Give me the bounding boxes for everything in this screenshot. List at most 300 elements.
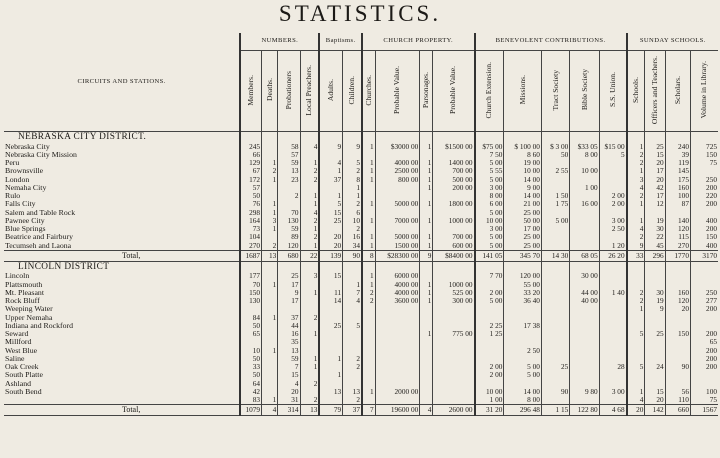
table-cell: 7 [343,289,362,297]
column-header [690,51,718,132]
table-cell [541,184,569,192]
table-cell: 28 [599,363,626,371]
column-header-label: Local Preachers. [304,64,314,116]
table-cell: 50 [541,151,569,159]
table-cell [362,184,375,192]
table-cell [343,261,362,272]
table-cell [375,330,420,338]
table-cell [262,132,278,143]
table-cell: $75 00 [475,143,504,151]
table-cell [262,272,278,280]
table-cell [665,209,690,217]
column-header-label: Tract Society [550,69,560,111]
circuit-name: Nebraska City [5,142,50,151]
table-cell: 1 [362,167,375,175]
table-cell [570,242,599,251]
table-cell [541,233,569,241]
table-cell: 17 38 [504,322,542,330]
table-cell: 100 [690,388,718,396]
table-row [4,380,718,388]
table-cell: 314 [278,405,300,416]
table-cell [627,338,645,346]
table-cell: 130 [278,217,300,225]
table-cell: 1 75 [541,200,569,208]
table-cell: 65 [240,330,261,338]
table-cell [343,132,362,143]
table-cell: 2 55 [541,167,569,175]
table-cell [599,297,626,305]
table-cell [541,261,569,272]
table-row [4,305,718,313]
table-cell: 17 00 [504,225,542,233]
table-cell [645,281,665,289]
table-cell [420,314,433,322]
table-cell [627,281,645,289]
table-row [4,200,718,208]
table-cell: $28300 00 [375,250,420,261]
table-cell [375,225,420,233]
column-header [599,51,626,132]
table-cell [570,132,599,143]
table-cell: 4 [343,297,362,305]
table-cell [433,363,475,371]
table-row [4,388,718,396]
table-cell: 1 [300,330,319,338]
table-cell [319,281,342,289]
table-cell: 5000 00 [375,233,420,241]
table-cell: 700 00 [433,167,475,175]
table-cell: 20 [627,405,645,416]
table-cell: 8 [343,176,362,184]
column-header-label: Adults. [326,78,336,101]
table-cell: 1 [627,305,645,313]
table-cell [319,330,342,338]
table-cell [362,355,375,363]
table-cell: 58 [278,143,300,151]
table-cell [570,355,599,363]
table-cell: 45 [645,242,665,251]
table-cell [262,305,278,313]
table-cell [504,314,542,322]
table-cell: 19600 00 [375,405,420,416]
table-cell [262,233,278,241]
table-cell [300,184,319,192]
table-cell: 3 00 [475,184,504,192]
table-cell [420,371,433,379]
table-cell: 20 [645,159,665,167]
column-header [362,51,375,132]
table-cell [690,322,718,330]
table-cell: $33 05 [570,143,599,151]
table-cell: 15 [319,272,342,280]
table-cell: 1 [627,217,645,225]
table-cell: 39 [665,151,690,159]
table-cell [420,355,433,363]
table-cell: 57 [278,151,300,159]
table-cell [475,380,504,388]
column-header [570,51,599,132]
table-cell [319,261,342,272]
table-cell: 1 [343,184,362,192]
table-cell: 160 [665,289,690,297]
table-cell: 1500 00 [375,242,420,251]
table-cell: 220 [690,192,718,200]
table-cell: 15 [278,371,300,379]
table-cell [690,371,718,379]
table-cell: 2 [343,355,362,363]
circuit-name: Peru [5,159,20,167]
table-cell [541,272,569,280]
table-cell [541,347,569,355]
district-header-row [4,132,718,143]
table-cell [278,200,300,208]
table-cell: 25 [319,322,342,330]
table-cell: 19 00 [504,159,542,167]
table-cell: 25 [645,330,665,338]
table-cell [599,176,626,184]
table-cell: $ 3 00 [541,143,569,151]
table-cell [690,132,718,143]
table-cell: 2500 00 [375,167,420,175]
table-cell [433,192,475,200]
table-cell: 1 [420,184,433,192]
table-cell: 3 [300,272,319,280]
circuit-name: Lincoln [5,272,30,281]
table-row [4,396,718,405]
column-group-header: CHURCH PROPERTY. [362,33,475,51]
table-cell: 2 00 [475,289,504,297]
table-cell [375,151,420,159]
table-cell: 59 [278,159,300,167]
table-cell [278,132,300,143]
table-cell [599,314,626,322]
table-cell: 150 [690,151,718,159]
table-cell [541,322,569,330]
table-cell: 50 [240,192,261,200]
column-header [541,51,569,132]
table-cell: 120 [665,297,690,305]
table-cell: 20 [319,233,342,241]
table-cell [570,314,599,322]
table-cell [475,305,504,313]
table-cell: 660 [665,405,690,416]
column-header [278,51,300,132]
table-cell [599,233,626,241]
table-cell [665,338,690,346]
circuit-name: Seward [5,330,29,338]
table-cell [362,151,375,159]
column-header [319,51,342,132]
column-header [300,51,319,132]
table-cell: 200 [690,363,718,371]
table-cell [262,363,278,371]
table-cell: 200 [690,200,718,208]
table-cell: 2 [300,217,319,225]
table-cell: 8 00 [475,192,504,200]
table-cell: 6 [343,209,362,217]
table-cell: 7 70 [475,272,504,280]
table-cell: 1 25 [475,330,504,338]
table-cell: 2 50 [599,225,626,233]
table-cell: 19 [645,297,665,305]
circuit-name: Ashland [5,379,31,388]
table-cell: 5 00 [475,176,504,184]
column-header-label: Volume in Library. [699,61,709,119]
table-cell [599,322,626,330]
table-row [4,289,718,297]
table-cell: 79 [319,405,342,416]
table-cell [343,380,362,388]
table-cell [504,132,542,143]
table-cell [570,176,599,184]
table-cell: 2 [343,363,362,371]
table-cell: 13 [343,388,362,396]
table-cell: 296 [645,250,665,261]
table-cell: 5 00 [541,217,569,225]
table-cell [433,314,475,322]
table-cell: 56 [665,388,690,396]
table-cell [690,314,718,322]
table-cell [599,209,626,217]
table-cell: 9 [278,289,300,297]
table-cell: 4 [300,209,319,217]
table-cell [319,363,342,371]
table-cell: 4 [627,225,645,233]
table-cell: 2 [362,297,375,305]
circuit-name: Rock Bluff [5,297,40,305]
table-cell: $15 00 [599,143,626,151]
table-cell: 175 [665,176,690,184]
table-cell [570,192,599,200]
circuit-name: Beatrice and Fairbury [5,233,73,242]
table-cell: 9 [420,250,433,261]
table-cell: 14 [319,297,342,305]
table-row [4,363,718,371]
table-cell [570,330,599,338]
table-cell: 1000 00 [433,281,475,289]
table-cell: 2 00 [475,363,504,371]
circuit-name: Salem and Table Rock [5,208,76,217]
table-cell: 2 [343,200,362,208]
table-cell: 10 00 [475,388,504,396]
table-cell: 725 [690,143,718,151]
table-cell [343,338,362,346]
table-cell: 1 [420,281,433,289]
table-cell: 5 00 [475,297,504,305]
column-header-label: Schools. [630,76,640,103]
table-cell [362,363,375,371]
circuit-name [4,396,240,405]
total-row [4,250,718,261]
table-cell [690,281,718,289]
table-cell [475,338,504,346]
table-cell: 1 20 [599,242,626,251]
table-cell: 90 [343,250,362,261]
table-cell [475,261,504,272]
table-cell [278,305,300,313]
table-cell: 2 [300,314,319,322]
table-cell: 4000 00 [375,289,420,297]
column-header-label: Deaths. [264,78,274,102]
table-cell: 4 68 [599,405,626,416]
table-cell: 57 [240,184,261,192]
table-cell [475,281,504,289]
table-cell [599,396,626,405]
table-cell: 68 05 [570,250,599,261]
table-cell [375,396,420,405]
table-cell [570,209,599,217]
table-cell: 270 [240,242,261,251]
table-cell: 30 [645,289,665,297]
table-cell [570,396,599,405]
table-cell: 8 [362,250,375,261]
table-cell: 130 [240,297,261,305]
table-cell: 67 [240,167,261,175]
table-cell: 164 [240,217,261,225]
table-cell: 1 15 [541,405,569,416]
table-cell: 1 [420,159,433,167]
column-header-label: Children. [347,75,357,105]
table-cell [375,380,420,388]
table-cell: 1 [362,242,375,251]
table-cell: 1 [300,159,319,167]
table-cell: 64 [240,380,261,388]
table-cell [541,289,569,297]
table-row [4,242,718,251]
table-row [4,297,718,305]
table-cell [262,261,278,272]
table-cell: 50 [240,355,261,363]
table-cell: 1 [420,143,433,151]
table-cell [541,355,569,363]
table-cell [262,388,278,396]
table-cell: 90 [665,363,690,371]
table-cell: 1 [343,281,362,289]
table-cell [570,347,599,355]
table-cell: 1 [420,330,433,338]
table-cell: 150 [690,233,718,241]
table-cell [541,209,569,217]
table-cell [541,297,569,305]
table-cell [541,176,569,184]
table-cell: 1 [319,167,342,175]
table-cell: 129 [240,159,261,167]
table-cell [433,151,475,159]
table-cell: 20 [278,388,300,396]
table-cell: 70 [278,209,300,217]
table-cell [627,261,645,272]
table-cell [504,305,542,313]
table-cell [375,314,420,322]
table-cell: 1 50 [541,192,569,200]
table-cell [375,363,420,371]
table-cell: 6000 00 [375,272,420,280]
table-cell: 1 [362,388,375,396]
table-cell: 2 50 [504,347,542,355]
table-cell: $1500 00 [433,143,475,151]
table-cell [362,314,375,322]
table-cell: 23 [278,176,300,184]
table-cell [362,330,375,338]
table-cell [665,261,690,272]
table-cell: 1 [262,314,278,322]
circuit-name: Mt. Pleasant [5,288,44,297]
table-cell: 172 [240,176,261,184]
table-cell: 141 05 [475,250,504,261]
table-cell: 2 [627,151,645,159]
table-cell: 9 [343,143,362,151]
table-cell: 90 [541,388,569,396]
table-cell [262,371,278,379]
circuit-name: Plattsmouth [5,280,43,289]
table-cell: 40 00 [570,297,599,305]
table-cell [475,314,504,322]
circuits-header: CIRCUITS AND STATIONS. [4,33,240,132]
table-cell [300,151,319,159]
table-cell: 22 [645,233,665,241]
district-title: LINCOLN DISTRICT [18,261,110,272]
table-cell [541,159,569,167]
table-cell: 9 00 [504,184,542,192]
table-cell: 1 [262,396,278,405]
table-cell [433,322,475,330]
table-cell: 1 [262,176,278,184]
table-cell: 800 00 [375,176,420,184]
table-cell [262,338,278,346]
table-row [4,151,718,159]
table-cell: 120 [278,242,300,251]
table-cell: 200 [690,225,718,233]
table-cell [319,338,342,346]
table-cell [504,330,542,338]
table-cell [599,371,626,379]
table-cell: 2600 00 [433,405,475,416]
table-cell [362,209,375,217]
table-cell: 15 [645,388,665,396]
table-cell: 250 [690,289,718,297]
table-cell: 10 00 [475,217,504,225]
table-cell [599,184,626,192]
table-cell: 4 [300,143,319,151]
table-cell: 250 [690,176,718,184]
table-cell: 5 00 [475,233,504,241]
table-cell: 1 [300,355,319,363]
district-title: NEBRASKA CITY DISTRICT. [18,132,147,143]
table-cell [375,209,420,217]
table-cell [420,322,433,330]
table-cell: 200 [690,305,718,313]
table-cell [433,209,475,217]
table-cell: 200 [690,330,718,338]
table-cell: 17 [278,297,300,305]
table-cell [300,261,319,272]
table-cell [300,281,319,289]
table-cell [541,314,569,322]
table-cell: 4 [627,396,645,405]
table-cell: 5 [599,151,626,159]
table-cell: 2 [627,289,645,297]
table-row [4,176,718,184]
table-cell: 24 [645,363,665,371]
table-cell [645,322,665,330]
table-cell: 296 48 [504,405,542,416]
table-row [4,338,718,346]
circuit-name: Upper Nemaha [5,313,53,322]
table-cell: 37 [319,176,342,184]
table-cell: 1 [362,159,375,167]
table-row [4,272,718,280]
table-cell: 145 [665,167,690,175]
